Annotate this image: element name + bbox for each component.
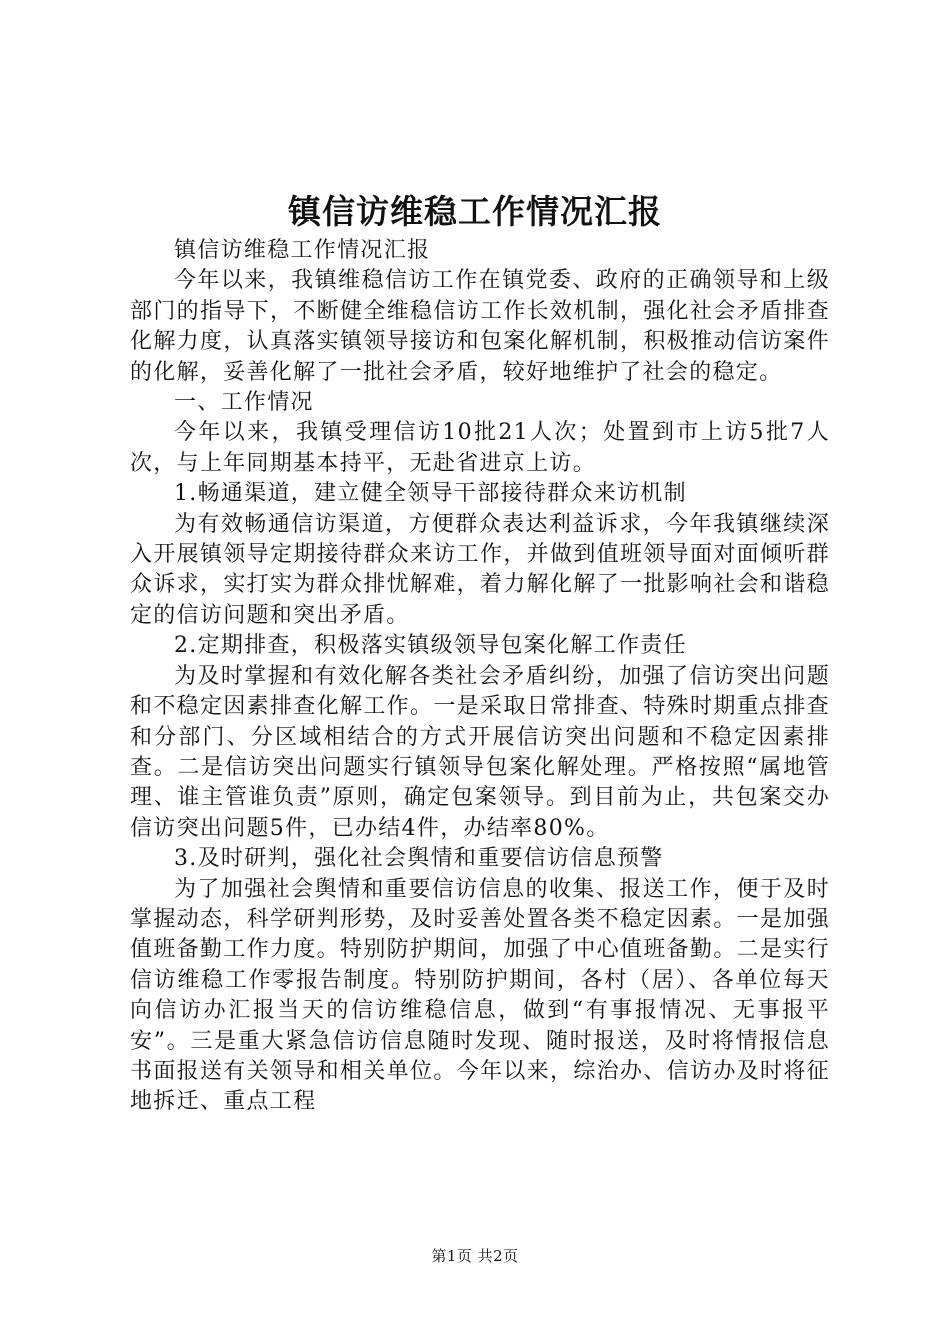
paragraph-heading: 镇信访维稳工作情况汇报 (174, 238, 431, 263)
section-heading-work-status: 一、工作情况 (174, 390, 314, 416)
paragraph-intro: 今年以来，我镇维稳信访工作在镇党委、政府的正确领导和上级部门的指导下，不断健全维稳信访工作长效机制，强化社会矛盾排查化解力度，认真落实镇领导接访和包案化解机制，积极推动信访案件的化解，妥善化解了一批社会矛盾，较好地维护了社会的稳定。 (130, 268, 830, 385)
document-title: 镇信访维稳工作情况汇报 (288, 192, 662, 231)
page-number-footer: 第1页 共2页 (431, 1247, 519, 1265)
subsection-heading-2: 2.定期排查，积极落实镇级领导包案化解工作责任 (174, 633, 687, 659)
paragraph-statistics: 今年以来，我镇受理信访10批21人次；处置到市上访5批7人次，与上年同期基本持平，无赴省进京上访。 (130, 420, 830, 476)
paragraph-subsection-1: 为有效畅通信访渠道，方便群众表达利益诉求，今年我镇继续深入开展镇领导定期接待群众来访工作，并做到值班领导面对面倾听群众诉求，实打实为群众排忧解难，着力解化解了一批影响社会和谐稳定的信访问题和突出矛盾。 (130, 511, 830, 628)
subsection-heading-3: 3.及时研判，强化社会舆情和重要信访信息预警 (174, 846, 664, 872)
paragraph-subsection-3: 为了加强社会舆情和重要信访信息的收集、报送工作，便于及时掌握动态，科学研判形势，及时妥善处置各类不稳定因素。一是加强值班备勤工作力度。特别防护期间，加强了中心值班备勤。二是实行信访维稳工作零报告制度。特别防护期间，各村（居）、各单位每天向信访办汇报当天的信访维稳信息，做到“有事报情况、无事报平安”。三是重大紧急信访信息随时发现、随时报送，及时将情报信息书面报送有关领导和相关单位。今年以来，综治办、信访办及时将征地拆迁、重点工程 (130, 876, 830, 1115)
subsection-heading-1: 1.畅通渠道，建立健全领导干部接待群众来访机制 (174, 481, 687, 507)
paragraph-subsection-2: 为及时掌握和有效化解各类社会矛盾纠纷，加强了信访突出问题和不稳定因素排查化解工作。一是采取日常排查、特殊时期重点排查和分部门、分区域相结合的方式开展信访突出问题和不稳定因素排查。二是信访突出问题实行镇领导包案化解处理。严格按照“属地管理、谁主管谁负责”原则，确定包案领导。到目前为止，共包案交办信访突出问题5件，已办结4件，办结率80%。 (130, 663, 830, 841)
document-body (130, 236, 830, 1118)
